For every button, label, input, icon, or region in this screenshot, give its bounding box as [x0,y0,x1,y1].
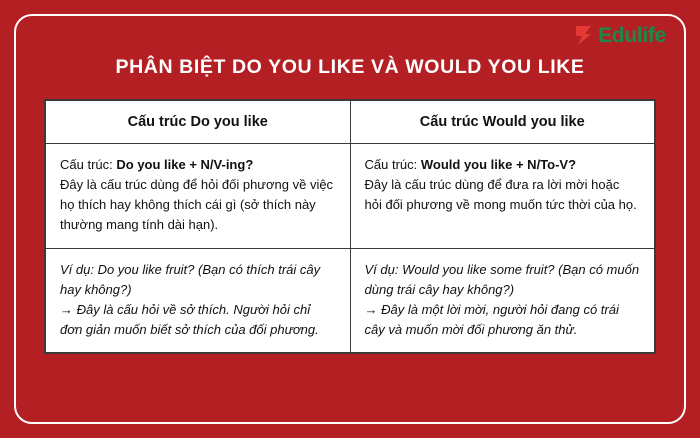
brand-name: Edulife [598,23,666,47]
table-row [46,144,655,249]
cell-example-would-you-like [350,248,655,353]
example-right: Ví dụ: Would you like some fruit? (Bạn có muốn dùng trái cây hay không?) [364,261,640,297]
structure-label-left: Cấu trúc: [60,157,113,172]
flag-icon [574,25,593,46]
comparison-table [44,99,656,354]
page-title: PHÂN BIỆT DO YOU LIKE VÀ WOULD YOU LIKE [115,56,585,78]
table-header-would-you-like: Cấu trúc Would you like [350,101,655,144]
cell-example-do-you-like [46,248,351,353]
explain-right: → Đây là một lời mời, người hỏi đang có trái cây và muốn mời đối phương ăn thử. [364,301,619,337]
table-row [46,248,655,353]
table-header-row [46,101,655,144]
cell-structure-would-you-like [350,144,655,249]
structure-label-right: Cấu trúc: [364,157,418,172]
structure-body-right: Đây là cấu trúc dùng để đưa ra lời mời hoặc hỏi đối phương về mong muốn tức thời của họ. [364,177,637,213]
explain-left: → Đây là cấu hỏi về sở thích. Người hỏi chỉ đơn giản muốn biết sở thích của đối phương. [60,301,319,337]
structure-formula-left: Do you like + N/V-ing? [116,157,254,172]
structure-formula-right: Would you like + N/To-V? [420,157,577,172]
brand-logo [574,22,666,48]
cell-structure-do-you-like [46,144,351,249]
example-left: Ví dụ: Do you like fruit? (Bạn có thích trái cây hay không?) [60,261,321,297]
table-header-do-you-like: Cấu trúc Do you like [46,101,351,144]
structure-body-left: Đây là cấu trúc dùng để hỏi đối phương về việc họ thích hay không thích cái gì (sở thích này thường mang tính dài hạn). [60,177,334,233]
